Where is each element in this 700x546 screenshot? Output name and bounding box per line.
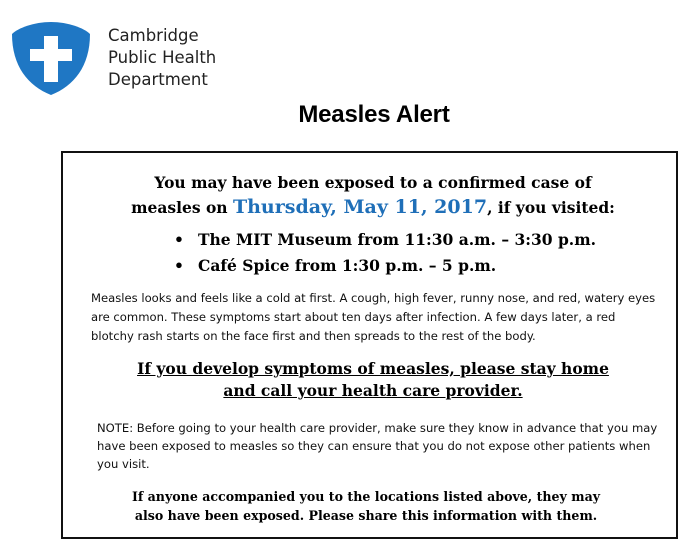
headline-line: You may have been exposed to a confirmed case of (154, 173, 592, 192)
bullet-icon: • (174, 230, 184, 249)
call-to-action-line: and call your health care provider. (223, 381, 523, 400)
shield-cross-icon (10, 20, 92, 96)
footer-line: also have been exposed. Please share this information with them. (134, 508, 598, 523)
location-list (172, 227, 596, 279)
department-name-line: Department (108, 70, 208, 89)
page-title: Measles Alert (298, 101, 450, 128)
list-item (172, 253, 596, 279)
footer-line: If anyone accompanied you to the locations listed above, they may (131, 489, 601, 504)
call-to-action-line: If you develop symptoms of measles, please stay home (137, 359, 609, 378)
note-text: NOTE: Before going to your health care provider, make sure they know in advance that you may have been exposed to measles so they can ensure that you do not expose other patients when you visit. (97, 421, 658, 471)
location-text: Café Spice from 1:30 p.m. – 5 p.m. (198, 256, 497, 275)
location-text: The MIT Museum from 11:30 a.m. – 3:30 p.m. (198, 230, 596, 249)
footer-notice (0, 487, 700, 525)
list-item (172, 227, 596, 253)
symptoms-description: Measles looks and feels like a cold at first. A cough, high fever, runny nose, and red, watery eyes are common. These symptoms start about ten days after infection. A few days later, a red blotchy rash starts on the face first and then spreads to the rest of the body. (91, 291, 656, 343)
headline-text: , if you visited: (487, 198, 615, 217)
headline-text: measles on (131, 198, 233, 217)
headline-line (0, 195, 700, 220)
department-name (108, 25, 216, 91)
department-name-line: Public Health (108, 48, 217, 67)
call-to-action (0, 358, 700, 402)
department-name-line: Cambridge (108, 26, 199, 45)
exposure-headline (0, 171, 700, 220)
exposure-date: Thursday, May 11, 2017 (232, 196, 488, 218)
bullet-icon: • (174, 256, 184, 275)
